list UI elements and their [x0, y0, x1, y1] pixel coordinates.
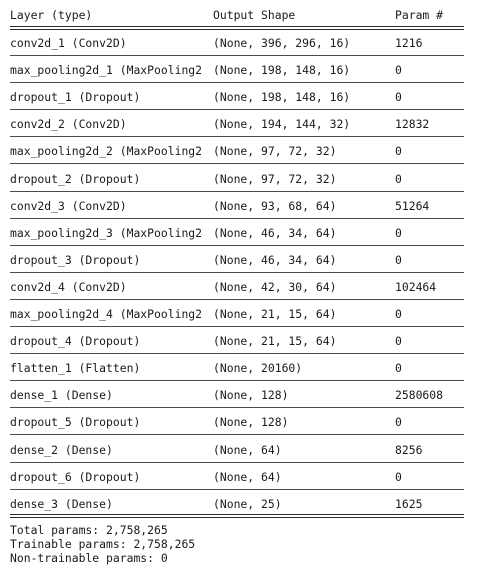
header-double-rule: [10, 26, 464, 30]
table-row: [0, 470, 486, 484]
table-row: [0, 280, 486, 294]
row-separator: [10, 82, 464, 83]
table-row: [0, 36, 486, 50]
table-row: [0, 144, 486, 158]
table-row: [0, 415, 486, 429]
row-separator: [10, 353, 464, 354]
layer-name-cell: dense_3 (Dense): [10, 497, 113, 511]
layer-name-cell: max_pooling2d_2 (MaxPooling2: [10, 144, 203, 158]
non-trainable-params: Non-trainable params: 0: [10, 551, 168, 565]
row-separator: [10, 136, 464, 137]
param-count-cell: 1625: [395, 497, 423, 511]
header-output-shape: Output Shape: [213, 8, 296, 22]
output-shape-cell: (None, 194, 144, 32): [213, 117, 351, 131]
trainable-params: Trainable params: 2,758,265: [10, 537, 196, 551]
output-shape-cell: (None, 64): [213, 443, 282, 457]
row-separator: [10, 109, 464, 110]
layer-name-cell: conv2d_4 (Conv2D): [10, 280, 127, 294]
layer-name-cell: dense_2 (Dense): [10, 443, 113, 457]
param-count-cell: 0: [395, 144, 402, 158]
layer-name-cell: conv2d_3 (Conv2D): [10, 199, 127, 213]
row-separator: [10, 326, 464, 327]
table-row: [0, 199, 486, 213]
table-row: [0, 253, 486, 267]
param-count-cell: 0: [395, 253, 402, 267]
row-separator: [10, 163, 464, 164]
row-separator: [10, 191, 464, 192]
row-separator: [10, 434, 464, 435]
table-row: [0, 117, 486, 131]
row-separator: [10, 462, 464, 463]
output-shape-cell: (None, 64): [213, 470, 282, 484]
param-count-cell: 8256: [395, 443, 423, 457]
row-separator: [10, 380, 464, 381]
layer-name-cell: dropout_2 (Dropout): [10, 172, 141, 186]
param-count-cell: 2580608: [395, 388, 444, 402]
table-row: [0, 334, 486, 348]
param-count-cell: 0: [395, 415, 402, 429]
param-count-cell: 0: [395, 307, 402, 321]
param-count-cell: 12832: [395, 117, 430, 131]
layer-name-cell: conv2d_2 (Conv2D): [10, 117, 127, 131]
param-count-cell: 0: [395, 470, 402, 484]
output-shape-cell: (None, 21, 15, 64): [213, 334, 337, 348]
output-shape-cell: (None, 198, 148, 16): [213, 63, 351, 77]
table-row: [0, 90, 486, 104]
output-shape-cell: (None, 46, 34, 64): [213, 253, 337, 267]
row-separator: [10, 218, 464, 219]
param-count-cell: 51264: [395, 199, 430, 213]
row-separator: [10, 407, 464, 408]
layer-name-cell: dropout_3 (Dropout): [10, 253, 141, 267]
param-count-cell: 102464: [395, 280, 437, 294]
header-param: Param #: [395, 8, 444, 22]
output-shape-cell: (None, 20160): [213, 361, 303, 375]
output-shape-cell: (None, 46, 34, 64): [213, 226, 337, 240]
header-row: [0, 8, 486, 22]
param-count-cell: 0: [395, 361, 402, 375]
row-separator: [10, 489, 464, 490]
layer-name-cell: dropout_6 (Dropout): [10, 470, 141, 484]
layer-name-cell: flatten_1 (Flatten): [10, 361, 141, 375]
layer-name-cell: max_pooling2d_4 (MaxPooling2: [10, 307, 203, 321]
param-count-cell: 0: [395, 63, 402, 77]
table-row: [0, 63, 486, 77]
param-count-cell: 0: [395, 226, 402, 240]
output-shape-cell: (None, 21, 15, 64): [213, 307, 337, 321]
total-params: Total params: 2,758,265: [10, 523, 168, 537]
table-row: [0, 307, 486, 321]
table-row: [0, 388, 486, 402]
output-shape-cell: (None, 25): [213, 497, 282, 511]
totals: [10, 523, 195, 565]
row-separator: [10, 299, 464, 300]
table-row: [0, 172, 486, 186]
layer-name-cell: dense_1 (Dense): [10, 388, 113, 402]
output-shape-cell: (None, 97, 72, 32): [213, 144, 337, 158]
layer-name-cell: dropout_5 (Dropout): [10, 415, 141, 429]
footer-double-rule: [10, 514, 464, 518]
param-count-cell: 0: [395, 172, 402, 186]
layer-name-cell: dropout_4 (Dropout): [10, 334, 141, 348]
layer-name-cell: dropout_1 (Dropout): [10, 90, 141, 104]
row-separator: [10, 272, 464, 273]
param-count-cell: 0: [395, 90, 402, 104]
param-count-cell: 1216: [395, 36, 423, 50]
output-shape-cell: (None, 93, 68, 64): [213, 199, 337, 213]
layer-name-cell: conv2d_1 (Conv2D): [10, 36, 127, 50]
table-row: [0, 361, 486, 375]
row-separator: [10, 245, 464, 246]
output-shape-cell: (None, 396, 296, 16): [213, 36, 351, 50]
output-shape-cell: (None, 42, 30, 64): [213, 280, 337, 294]
layer-name-cell: max_pooling2d_3 (MaxPooling2: [10, 226, 203, 240]
output-shape-cell: (None, 97, 72, 32): [213, 172, 337, 186]
output-shape-cell: (None, 128): [213, 415, 289, 429]
param-count-cell: 0: [395, 334, 402, 348]
layer-name-cell: max_pooling2d_1 (MaxPooling2: [10, 63, 203, 77]
table-row: [0, 226, 486, 240]
table-row: [0, 497, 486, 511]
row-separator: [10, 55, 464, 56]
table-row: [0, 443, 486, 457]
header-layer: Layer (type): [10, 8, 93, 22]
output-shape-cell: (None, 128): [213, 388, 289, 402]
output-shape-cell: (None, 198, 148, 16): [213, 90, 351, 104]
